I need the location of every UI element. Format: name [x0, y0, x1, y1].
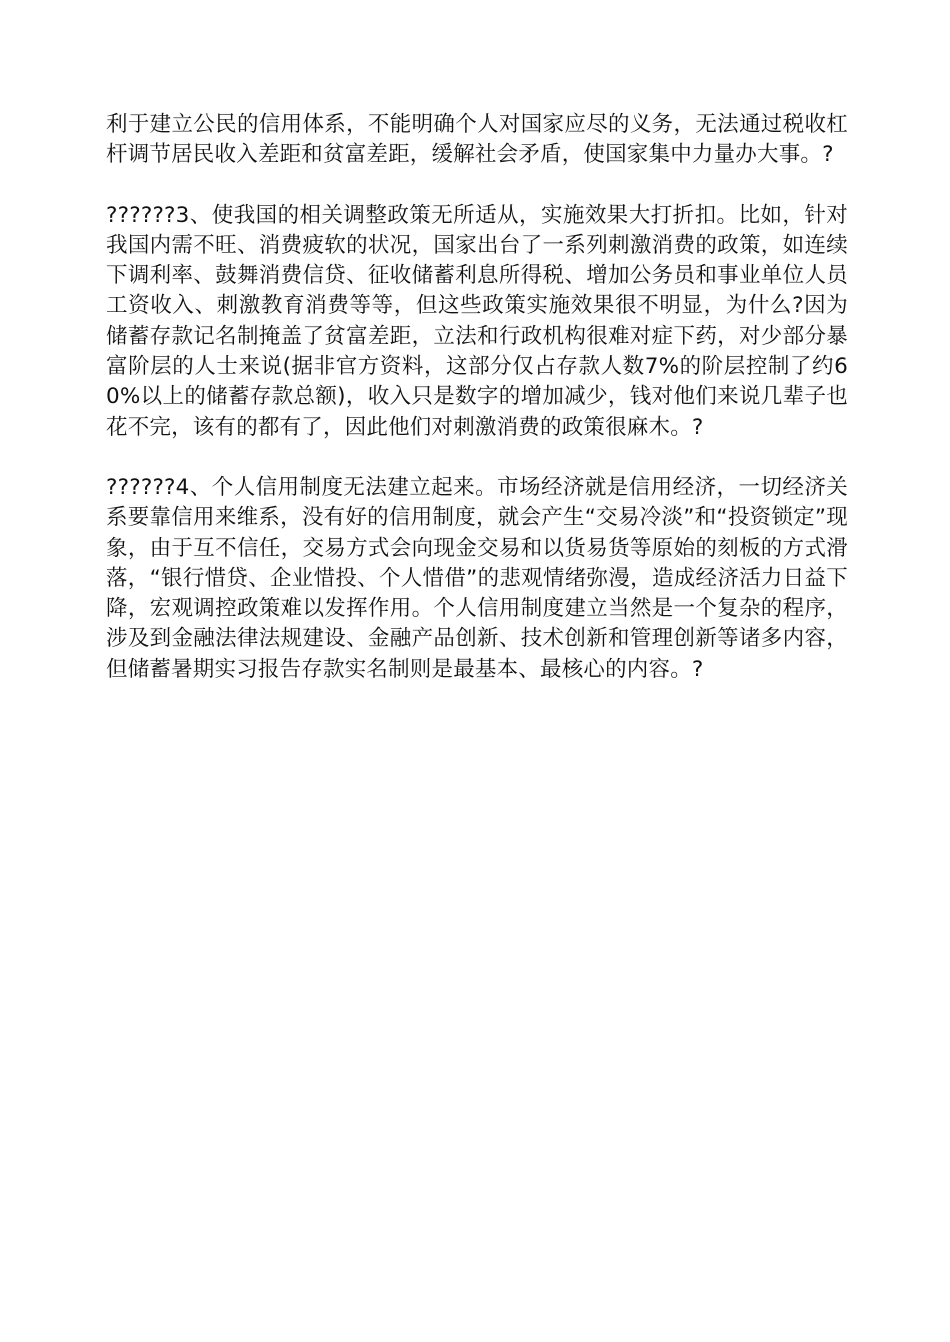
- paragraph-3: ??????4、个人信用制度无法建立起来。市场经济就是信用经济，一切经济关系要靠信用来维系，没有好的信用制度，就会产生“交易冷淡”和“投资锁定”现象，由于互不信任，交易方式会向现金交易和以货易货等原始的刻板的方式滑落，“银行惜贷、企业惜投、个人惜借”的悲观情绪弥漫，造成经济活力日益下降，宏观调控政策难以发挥作用。个人信用制度建立当然是一个复杂的程序，涉及到金融法律法规建设、金融产品创新、技术创新和管理创新等诸多内容，但储蓄暑期实习报告存款实名制则是最基本、最核心的内容。?: [106, 474, 848, 682]
- document-body: [106, 110, 848, 685]
- paragraph-1: 利于建立公民的信用体系，不能明确个人对国家应尽的义务，无法通过税收杠杆调节居民收入差距和贫富差距，缓解社会矛盾，使国家集中力量办大事。?: [106, 112, 848, 168]
- paragraph-2: ??????3、使我国的相关调整政策无所适从，实施效果大打折扣。比如，针对我国内需不旺、消费疲软的状况，国家出台了一系列刺激消费的政策，如连续下调利率、鼓舞消费信贷、征收储蓄利息所得税、增加公务员和事业单位人员工资收入、刺激教育消费等等，但这些政策实施效果很不明显，为什么?因为储蓄存款记名制掩盖了贫富差距，立法和行政机构很难对症下药，对少部分暴富阶层的人士来说(据非官方资料，这部分仅占存款人数7%的阶层控制了约60%以上的储蓄存款总额)，收入只是数字的增加减少，钱对他们来说几辈子也花不完，该有的都有了，因此他们对刺激消费的政策很麻木。?: [106, 202, 848, 440]
